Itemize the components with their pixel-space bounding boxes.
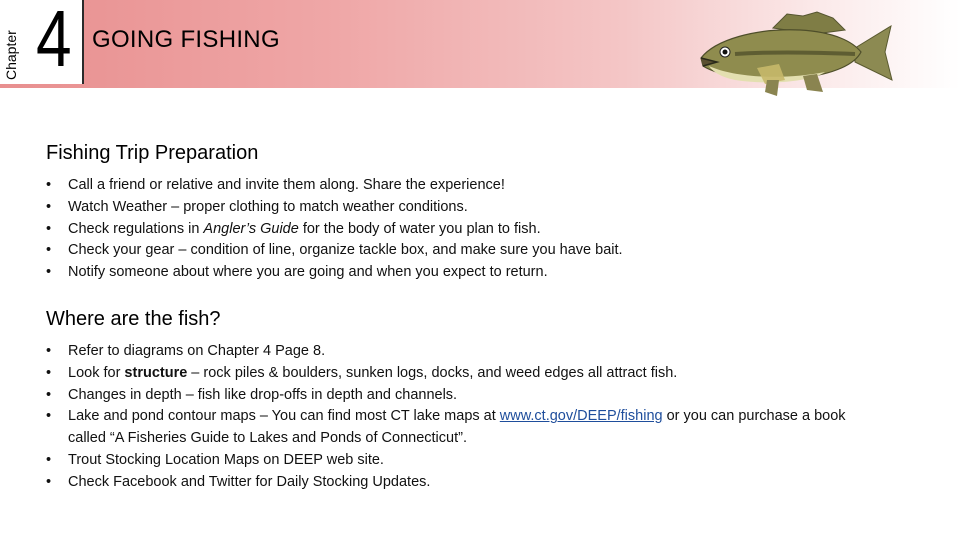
list-item: • Check your gear – condition of line, organize tackle box, and make sure you have bait.	[46, 240, 623, 262]
prep-list	[46, 175, 623, 284]
ct-deep-fishing-link[interactable]: www.ct.gov/DEEP/fishing	[499, 408, 663, 425]
list-item: • Trout Stocking Location Maps on DEEP web site.	[46, 450, 846, 472]
list-item: • Notify someone about where you are going and when you expect to return.	[46, 262, 623, 284]
prep-section	[46, 142, 623, 284]
page-title: GOING FISHING	[92, 26, 280, 53]
list-item: • Call a friend or relative and invite them along. Share the experience!	[46, 175, 623, 197]
item-text: Lake and pond contour maps – You can find most CT lake maps at	[68, 408, 500, 425]
anglers-guide-title: Angler’s Guide	[203, 220, 299, 237]
item-text: or you can purchase a book called “A Fisheries Guide to Lakes and Ponds of Connecticut”.	[68, 408, 846, 447]
list-item: • Refer to diagrams on Chapter 4 Page 8.	[46, 341, 846, 363]
item-text: – rock piles & boulders, sunken logs, docks, and weed edges all attract fish.	[187, 364, 678, 381]
prep-heading: Fishing Trip Preparation	[46, 142, 259, 164]
list-item	[46, 406, 846, 450]
item-text: Look for	[68, 364, 125, 381]
where-list	[46, 341, 846, 494]
structure-term: structure	[124, 364, 188, 381]
item-text: for the body of water you plan to fish.	[298, 220, 541, 237]
largemouth-bass-icon	[695, 8, 895, 100]
list-item: • Check Facebook and Twitter for Daily Stocking Updates.	[46, 472, 846, 494]
list-item: • Watch Weather – proper clothing to match weather conditions.	[46, 197, 623, 219]
where-heading: Where are the fish?	[46, 308, 221, 330]
list-item	[46, 219, 623, 241]
chapter-number: 4	[36, 0, 72, 83]
chapter-box	[0, 0, 84, 84]
where-section	[46, 308, 846, 494]
chapter-label: Chapter	[3, 30, 19, 80]
item-text: Check regulations in	[68, 220, 204, 237]
list-item	[46, 363, 846, 385]
list-item: • Changes in depth – fish like drop-offs in depth and channels.	[46, 385, 846, 407]
